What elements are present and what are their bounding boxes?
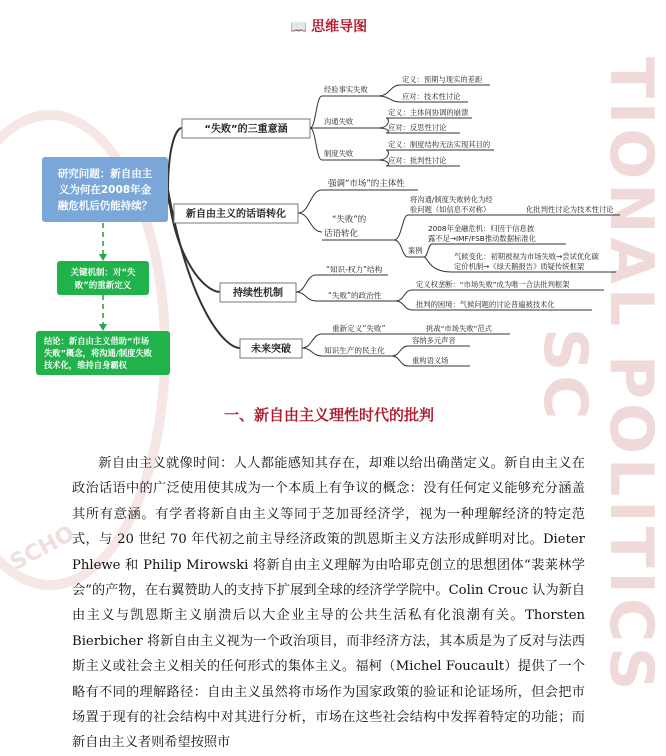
central-question-line-1: 研究问题：新自由主	[57, 168, 153, 180]
political-critique-dilemma: 批判的困境：气候问题的讨论普遍被技术化	[416, 300, 555, 309]
branch-1-item-empirical: 经验事实失败	[324, 85, 368, 94]
institutional-definition: 定义：制度结构无法实现其目的	[388, 140, 491, 149]
branch-4-redefine: 重新定义“失败”	[332, 324, 386, 333]
empirical-response: 应对：技术性讨论	[402, 92, 461, 101]
translation-line-1: 将沟通/制度失败转化为经	[410, 195, 493, 204]
branch-3-label: 持续性机制	[233, 288, 283, 299]
democratize-semantics: 重构语义场	[412, 356, 449, 365]
conclusion-line-1: 结论：新自由主义借助“市场	[44, 336, 150, 346]
section-title: 一、新自由主义理性时代的批判	[223, 406, 434, 424]
central-question-line-2: 义为何在2008年金	[58, 184, 152, 196]
branch-1-item-communication: 沟通失败	[324, 117, 354, 126]
case-financial-crisis-1: 2008年金融危机：归因于信息披	[428, 224, 535, 233]
case-financial-crisis-2: 露不足→IMF/FSB推动数据标准化	[428, 234, 536, 243]
translation-line-2: 验问题（如信息不对称）	[410, 205, 491, 214]
branch-1-label: “失败”的三重意涵	[204, 124, 288, 135]
conclusion-line-2: 失败”概念，将沟通/制度失败	[44, 348, 153, 358]
branch-3-political: “失败”的政治性	[328, 291, 382, 300]
body-paragraph: 新自由主义就像时间：人人都能感知其存在，却难以给出确凿定义。新自由主义在政治话语中的广泛使用使其成为一个本质上有争议的概念：没有任何定义能够充分涵盖其所有意涵。有学者将新自由主义等同于芝加哥经济学，视为一种理解经济的特定范式，与 20 世纪 70 年代初之前主导经济政策的凯恩斯主义方法形成鲜明对比。Dieter Phlewe 和 Philip Mirowski 将新自由主义理解为由哈耶克创立的思想团体“裴莱林学会”的产物，在右翼赞助人的支持下扩展到全球的经济学学院中。Colin Crouc 认为新自由主义与凯恩斯主义崩溃后以大企业主导的公共生活私有化浪潮有关。Thorsten Bierbicher 将新自由主义视为一个政治项目，而非经济方法，其本质是为了反对与法西斯主义或社会主义相关的任何形式的集体主义。福柯（Michel Foucault）提供了一个略有不同的理解路径：自由主义虽然将市场作为国家政策的验证和论证场所，但会把市场置于现有的社会结构中对其进行分析，市场在这些社会结构中发挥着特定的功能；而新自由主义者则希望按照市	[72, 456, 585, 751]
branch-3-knowledge-power: “知识-权力”结构	[326, 265, 383, 274]
empirical-definition: 定义：预期与现实的差距	[402, 75, 483, 84]
political-definition-monopoly: 定义权垄断：“市场失败”成为唯一合法批判框架	[416, 280, 570, 289]
democratize-voices: 容纳多元声音	[412, 336, 456, 345]
mechanism-line-2: 败”的重新定义	[74, 281, 132, 291]
institutional-response: 应对：批判性讨论	[388, 156, 447, 165]
conclusion-line-3: 技术化，维持自身霸权	[44, 360, 127, 370]
central-question-line-3: 融危机后仍能持续？	[57, 200, 153, 212]
branch-4-label: 未来突破	[251, 344, 291, 355]
body-text	[72, 451, 585, 756]
branch-2-discourse-1: “失败”的	[332, 215, 367, 225]
branch-1-item-institutional: 制度失败	[324, 149, 354, 158]
watermark-text: TIONAL POLITICS SC	[530, 57, 666, 695]
branch-4-democratize: 知识生产的民主化	[324, 346, 385, 355]
branch-2-label: 新自由主义的话语转化	[186, 209, 286, 220]
redefine-challenge: 挑战“市场失败”范式	[426, 324, 492, 333]
case-climate-1: 气候变化：初期被视为市场失败→尝试优化碳	[454, 252, 599, 261]
communication-response: 应对：反思性讨论	[388, 123, 447, 132]
case-label: 案例	[408, 246, 423, 255]
translation-result: 化批判性讨论为技术性讨论	[526, 205, 614, 214]
watermark-school-text: SCHO	[6, 521, 79, 576]
mindmap-heading-label: 思维导图	[311, 19, 368, 35]
mechanism-line-1: 关键机制：对“失	[70, 268, 136, 278]
branch-2-discourse-2: 话语转化	[324, 229, 359, 239]
case-climate-2: 定价机制→《绿天鹅报告》质疑传统框架	[454, 262, 585, 271]
branch-2-market-subject: 强调“市场”的主体性	[328, 179, 405, 189]
book-icon: 📖	[290, 20, 308, 35]
communication-definition: 定义：主体间协调的崩溃	[388, 108, 469, 117]
